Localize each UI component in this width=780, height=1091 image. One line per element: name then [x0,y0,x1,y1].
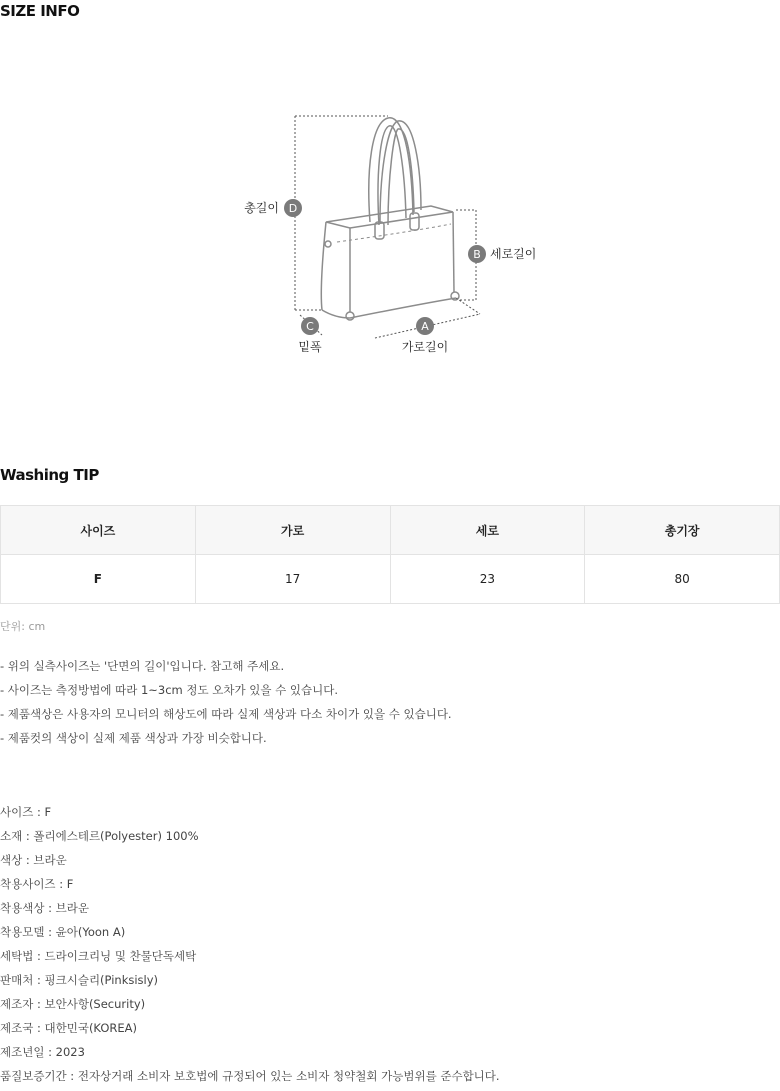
note-item: - 제품컷의 색상이 실제 제품 색상과 가장 비슷합니다. [0,731,267,745]
spec-worn-color: 착용색상 : 브라운 [0,901,89,915]
unit-note: 단위: cm [0,620,46,633]
spec-color: 색상 : 브라운 [0,853,67,867]
size-table [0,505,780,604]
note-item: - 제품색상은 사용자의 모니터의 해상도에 따라 실제 색상과 다소 차이가 있을 수 있습니다. [0,707,452,721]
cell-width: 17 [195,555,390,604]
note-item: - 위의 실측사이즈는 '단면의 길이'입니다. 참고해 주세요. [0,659,285,673]
spec-material: 소재 : 폴리에스테르(Polyester) 100% [0,829,199,843]
spec-year: 제조년일 : 2023 [0,1045,85,1059]
note-item: - 사이즈는 측정방법에 따라 1~3cm 정도 오차가 있을 수 있습니다. [0,683,339,697]
marker-a [416,317,434,335]
dimension-lines [295,116,480,338]
marker-c [301,317,319,335]
spec-model: 착용모델 : 윤아(Yoon A) [0,925,126,939]
size-info-title: SIZE INFO [0,2,80,20]
cell-total-length: 80 [585,555,780,604]
label-width: 가로길이 [401,340,449,354]
table-header-row [1,506,780,555]
washing-tip-title: Washing TIP [0,466,99,484]
header-width: 가로 [195,506,390,555]
svg-text:D: D [288,202,298,215]
spec-size: 사이즈 : F [0,805,52,819]
bag-size-diagram [0,0,780,420]
spec-worn-size: 착용사이즈 : F [0,877,74,891]
spec-country: 제조국 : 대한민국(KOREA) [0,1021,138,1035]
cell-height: 23 [390,555,585,604]
spec-warranty: 품질보증기간 : 전자상거래 소비자 보호법에 규정되어 있는 소비자 청약철회 가능범위를 준수합니다. [0,1069,500,1083]
measurement-notes [0,657,452,753]
header-size: 사이즈 [1,506,196,555]
marker-b [468,245,486,263]
header-total-length: 총기장 [585,506,780,555]
table-row [1,555,780,604]
cell-size: F [1,555,196,604]
label-bottom-width: 밑폭 [298,340,322,354]
spec-washing: 세탁법 : 드라이크리닝 및 찬물단독세탁 [0,949,197,963]
spec-seller: 판매처 : 핑크시슬리(Pinksisly) [0,973,159,987]
spec-manufacturer: 제조자 : 보안사항(Security) [0,997,146,1011]
label-total-length: 총길이 [244,201,279,215]
marker-d [284,199,302,217]
bag-body [321,206,459,320]
svg-text:A: A [421,320,429,333]
product-specs [0,803,500,1091]
svg-text:B: B [473,248,481,261]
svg-text:C: C [306,320,314,333]
label-height: 세로길이 [490,247,537,261]
header-height: 세로 [390,506,585,555]
